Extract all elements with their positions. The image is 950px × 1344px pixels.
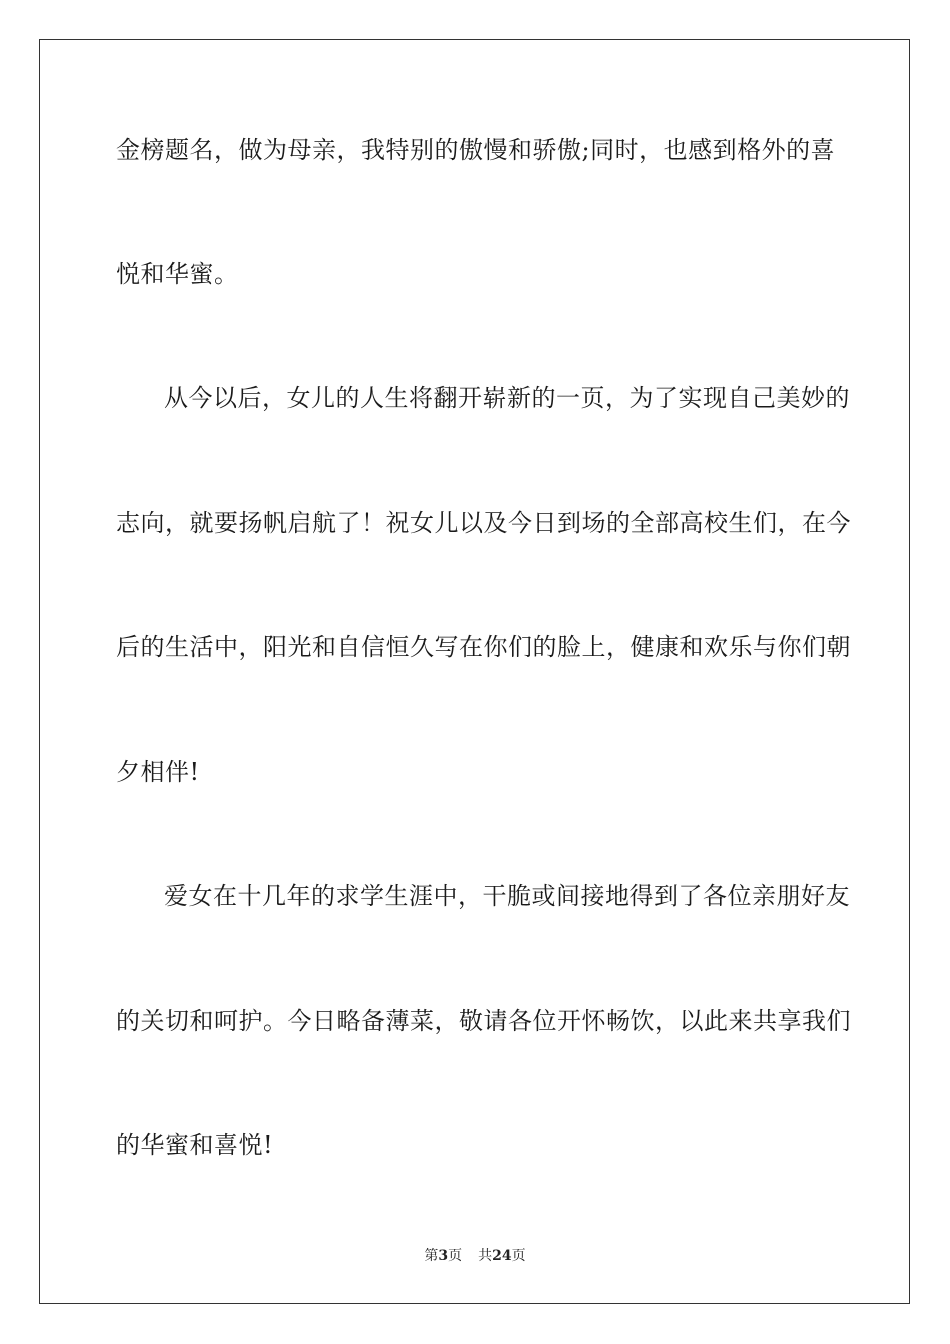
paragraph-line: 的关切和呵护。今日略备薄菜，敬请各位开怀畅饮，以此来共享我们 — [116, 1007, 851, 1035]
total-label-prefix: 共 — [478, 1248, 493, 1264]
paragraph-line: 志向，就要扬帆启航了！祝女儿以及今日到场的全部高校生们，在今 — [116, 509, 851, 537]
paragraph-line: 爱女在十几年的求学生涯中，干脆或间接地得到了各位亲朋好友 — [164, 882, 850, 910]
page-border — [39, 39, 910, 1304]
paragraph-line: 金榜题名，做为母亲，我特别的傲慢和骄傲;同时，也感到格外的喜 — [116, 136, 836, 164]
total-page-count: 24 — [492, 1248, 512, 1264]
paragraph-line: 从今以后，女儿的人生将翻开崭新的一页，为了实现自己美妙的 — [164, 384, 850, 412]
current-page-number: 3 — [438, 1248, 449, 1264]
page-label-suffix: 页 — [448, 1248, 463, 1264]
page-footer — [0, 1247, 950, 1265]
paragraph-line: 后的生活中，阳光和自信恒久写在你们的脸上，健康和欢乐与你们朝 — [116, 633, 851, 661]
paragraph-line: 夕相伴! — [116, 758, 200, 786]
page-label-prefix: 第 — [424, 1248, 439, 1264]
total-label-suffix: 页 — [511, 1248, 526, 1264]
paragraph-line: 的华蜜和喜悦! — [116, 1131, 274, 1159]
paragraph-line: 悦和华蜜。 — [116, 260, 239, 288]
